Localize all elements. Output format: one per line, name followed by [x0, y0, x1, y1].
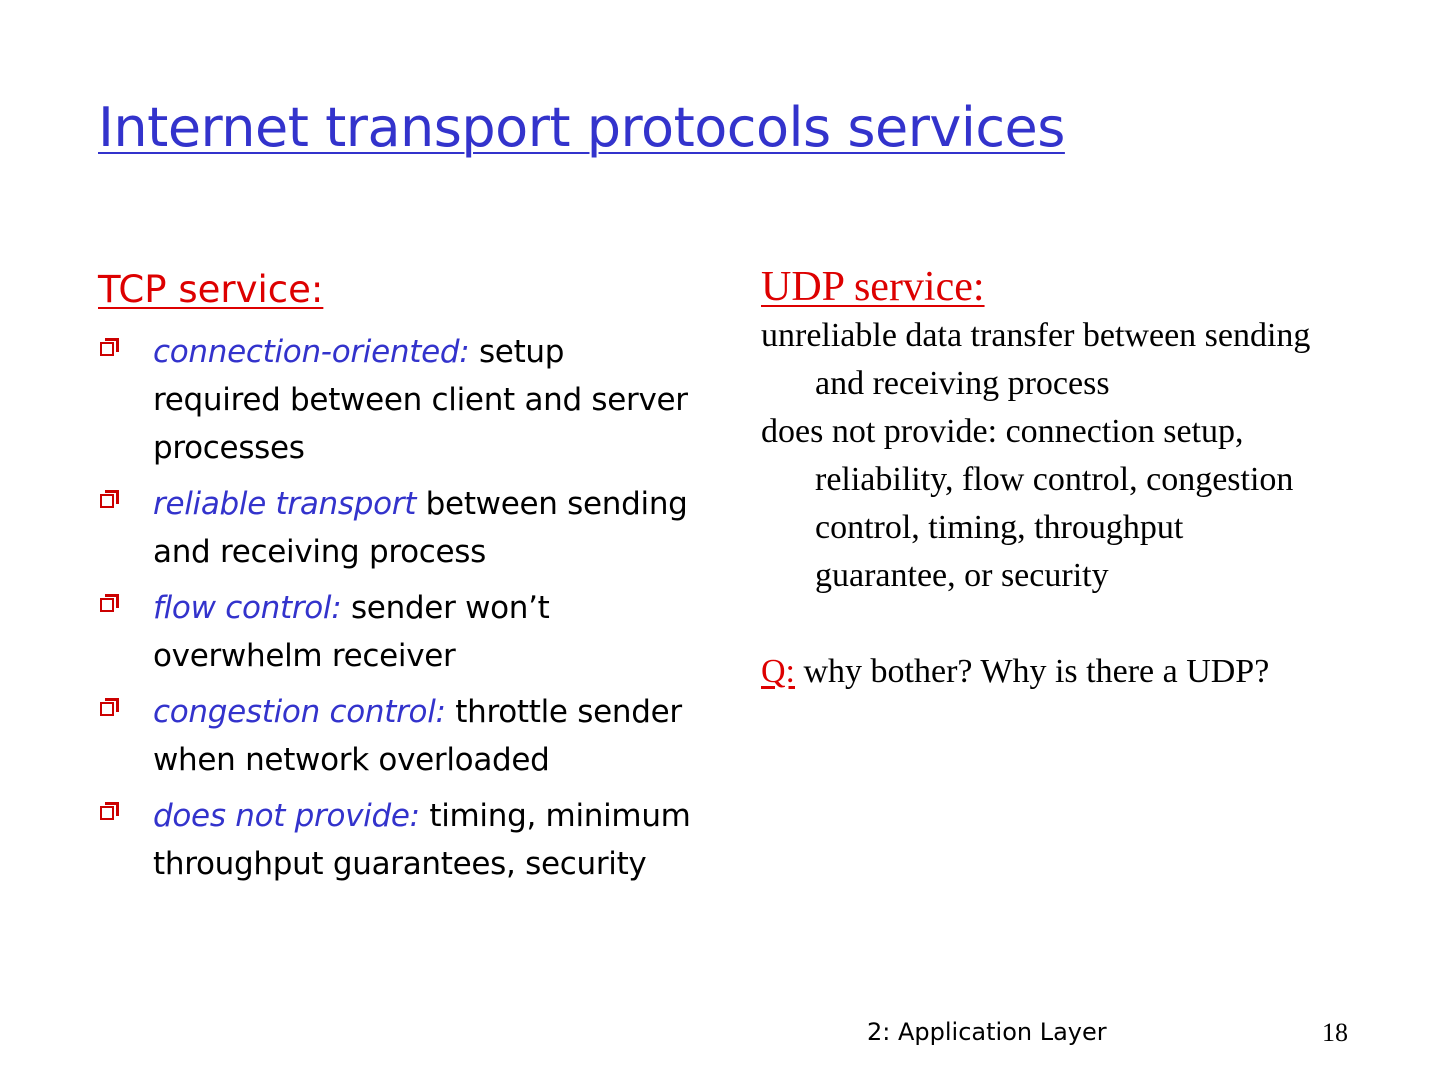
list-item: [98, 584, 698, 680]
checkbox-bullet-icon: [100, 702, 114, 716]
bullet-text: between sending and receiving process: [153, 486, 688, 570]
bullet-text: setup required between client and server processes: [153, 334, 688, 466]
udp-column: [761, 262, 1321, 696]
bullet-text: timing, minimum throughput guarantees, security: [153, 798, 691, 882]
tcp-bullet-list: [98, 328, 698, 888]
checkbox-bullet-icon: [100, 806, 114, 820]
udp-heading: UDP service:: [761, 264, 985, 310]
tcp-column: [98, 266, 698, 896]
page-number: 18: [1322, 1018, 1348, 1047]
bullet-text: throttle sender when network overloaded: [153, 694, 682, 778]
list-item: [98, 480, 698, 576]
tcp-heading: TCP service:: [98, 268, 324, 311]
checkbox-bullet-icon: [100, 342, 114, 356]
checkbox-bullet-icon: [100, 598, 114, 612]
list-item: [98, 328, 698, 472]
bullet-term: congestion control:: [153, 694, 446, 730]
spacer: [761, 600, 1321, 648]
udp-paragraph: does not provide: connection setup, reliability, flow control, congestion control, timing, throughput guarantee, or security: [761, 413, 1294, 594]
bullet-term: flow control:: [153, 590, 342, 626]
udp-paragraph: unreliable data transfer between sending and receiving process: [761, 317, 1311, 402]
checkbox-bullet-icon: [100, 494, 114, 508]
bullet-term: connection-oriented:: [153, 334, 470, 370]
list-item: [98, 792, 698, 888]
bullet-text: sender won’t overwhelm receiver: [153, 590, 550, 674]
udp-question: [761, 648, 1321, 696]
slide-title: Internet transport protocols services: [98, 96, 1065, 159]
list-item: [98, 688, 698, 784]
question-label: Q:: [761, 653, 795, 690]
question-text: why bother? Why is there a UDP?: [795, 653, 1270, 690]
bullet-term: does not provide:: [153, 798, 420, 834]
footer-label: 2: Application Layer: [867, 1018, 1107, 1046]
bullet-term: reliable transport: [153, 486, 417, 522]
